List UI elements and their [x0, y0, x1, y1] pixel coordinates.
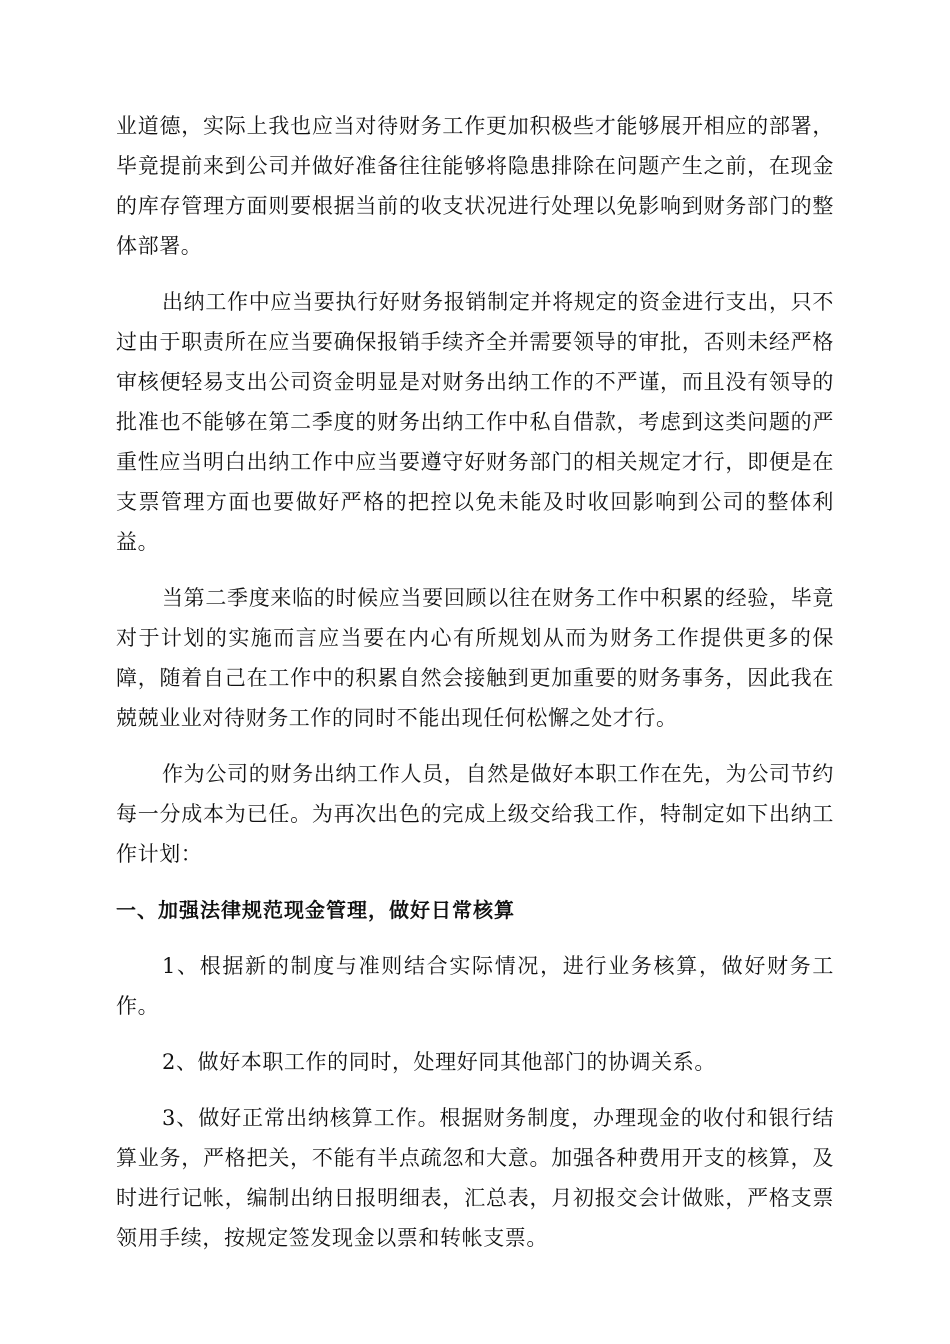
list-item-3: 3、做好正常出纳核算工作。根据财务制度，办理现金的收付和银行结算业务，严格把关，不能有半点疏忽和大意。加强各种费用开支的核算，及时进行记帐，编制出纳日报明细表，汇总表，月初报交会计做账，严格支票领用手续，按规定签发现金以票和转帐支票。 [116, 1106, 834, 1250]
paragraph-reimbursement: 出纳工作中应当要执行好财务报销制定并将规定的资金进行支出，只不过由于职责所在应当要确保报销手续齐全并需要领导的审批，否则未经严格审核便轻易支出公司资金明显是对财务出纳工作的不严谨，而且没有领导的批准也不能够在第二季度的财务出纳工作中私自借款，考虑到这类问题的严重性应当明白出纳工作中应当要遵守好财务部门的相关规定才行，即便是在支票管理方面也要做好严格的把控以免未能及时收回影响到公司的整体利益。 [116, 290, 834, 554]
paragraph-second-quarter: 当第二季度来临的时候应当要回顾以往在财务工作中积累的经验，毕竟对于计划的实施而言应当要在内心有所规划从而为财务工作提供更多的保障，随着自己在工作中的积累自然会接触到更加重要的财务事务，因此我在兢兢业业对待财务工作的同时不能出现任何松懈之处才行。 [116, 586, 834, 730]
list-item-1: 1、根据新的制度与准则结合实际情况，进行业务核算，做好财务工作。 [116, 954, 834, 1018]
paragraph-continuation: 业道德，实际上我也应当对待财务工作更加积极些才能够展开相应的部署，毕竟提前来到公司并做好准备往往能够将隐患排除在问题产生之前，在现金的库存管理方面则要根据当前的收支状况进行处理以免影响到财务部门的整体部署。 [116, 114, 834, 258]
list-item-2: 2、做好本职工作的同时，处理好同其他部门的协调关系。 [162, 1050, 716, 1074]
document-page [116, 106, 834, 1274]
section-heading-1: 一、加强法律规范现金管理，做好日常核算 [116, 898, 515, 922]
paragraph-plan-intro: 作为公司的财务出纳工作人员，自然是做好本职工作在先，为公司节约每一分成本为已任。为再次出色的完成上级交给我工作，特制定如下出纳工作计划： [116, 762, 834, 866]
